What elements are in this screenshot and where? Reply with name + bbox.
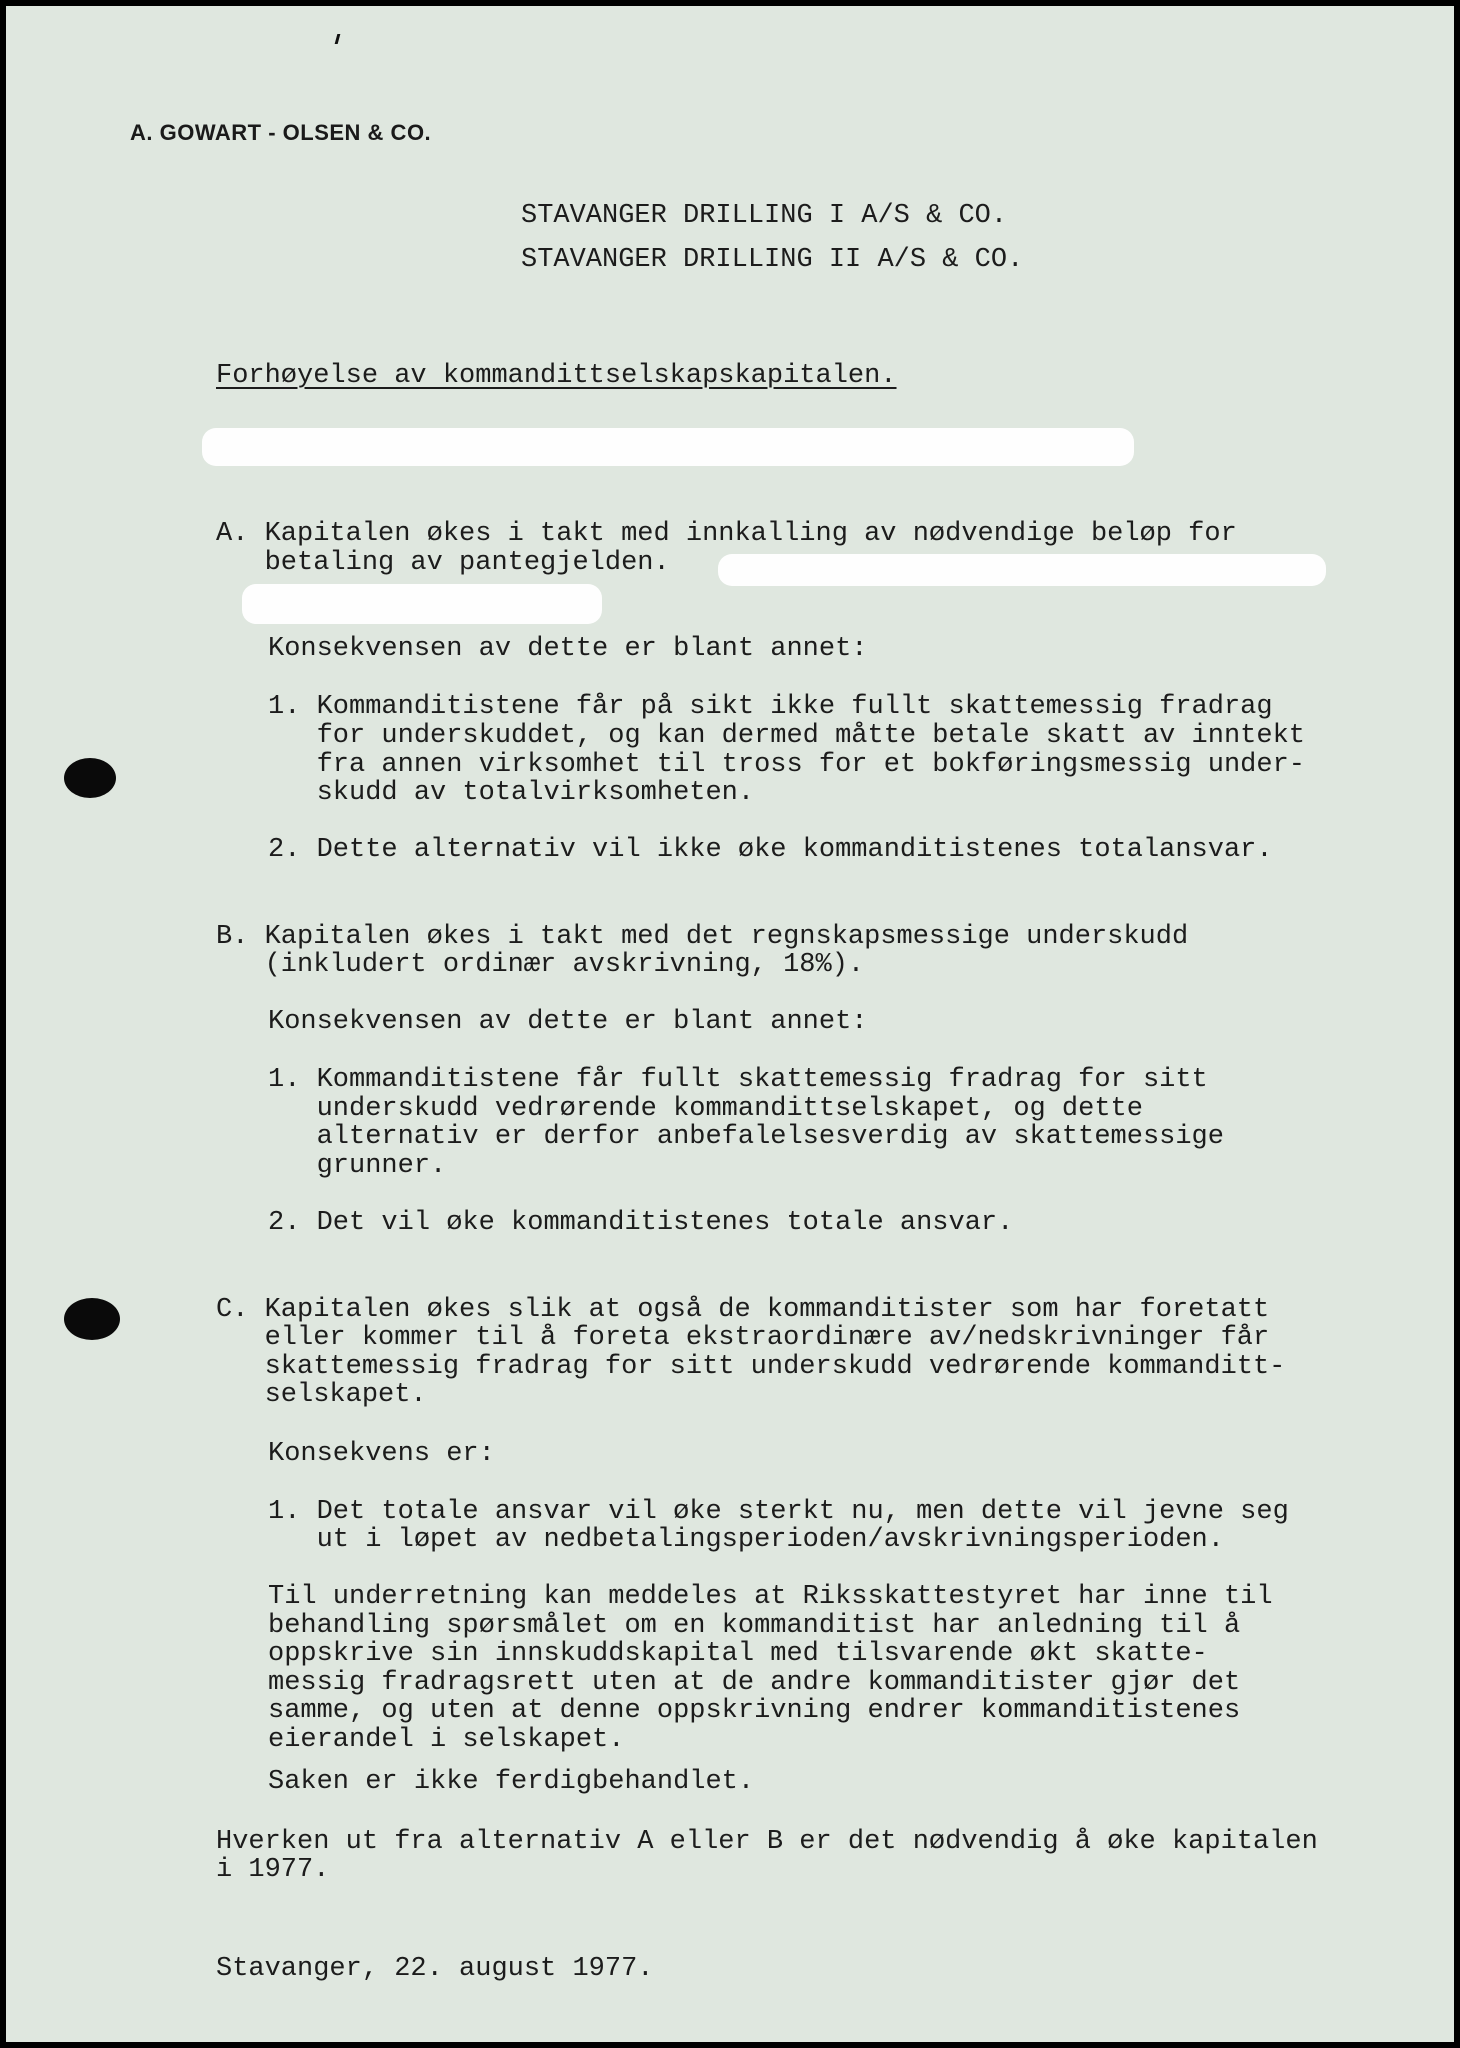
company-line-2: STAVANGER DRILLING II A/S & CO.: [521, 245, 1024, 275]
section-a-item1-line-3: fra annen virksomhet til tross for et bokføringsmessig under-: [268, 750, 1305, 780]
section-c-line-3: skattemessig fradrag for sitt underskudd vedrørende kommanditt-: [216, 1352, 1286, 1382]
conclusion-line-1: Hverken ut fra alternativ A eller B er det nødvendig å øke kapitalen: [216, 1827, 1318, 1857]
section-c-note-line-1: Til underretning kan meddeles at Riksskattestyret har inne til: [268, 1582, 1273, 1612]
section-c-note-line-6: eierandel i selskapet.: [268, 1725, 625, 1755]
redaction-1: [202, 428, 1134, 466]
section-c-note-line-5: samme, og uten at denne oppskrivning endrer kommanditistenes: [268, 1696, 1241, 1726]
company-line-1: STAVANGER DRILLING I A/S & CO.: [521, 201, 1008, 231]
section-a-item1-line-2: for underskuddet, og kan dermed måtte betale skatt av inntekt: [268, 721, 1305, 751]
section-c-note-line-4: messig fradragsrett uten at de andre kommanditister gjør det: [268, 1668, 1241, 1698]
section-c-note-line-3: oppskrive sin innskuddskapital med tilsvarende økt skatte-: [268, 1639, 1208, 1669]
section-b-item1-line-1: 1. Kommanditistene får fullt skattemessig fradrag for sitt: [268, 1065, 1208, 1095]
section-c-line-2: eller kommer til å foreta ekstraordinære av/nedskrivninger får: [216, 1323, 1270, 1353]
redaction-2: [718, 554, 1326, 586]
section-a-item2: 2. Dette alternativ vil ikke øke kommanditistenes totalansvar.: [268, 835, 1273, 865]
section-a-line-2: betaling av pantegjelden.: [216, 548, 670, 578]
letterhead: A. GOWART - OLSEN & CO.: [130, 120, 432, 145]
punch-hole-1: [64, 758, 116, 798]
section-c-note-line-2: behandling spørsmålet om en kommanditist har anledning til å: [268, 1611, 1241, 1641]
section-a-item1-line-1: 1. Kommanditistene får på sikt ikke fullt skattemessig fradrag: [268, 692, 1273, 722]
section-c-line-4: selskapet.: [216, 1380, 427, 1410]
scan-mark: [335, 34, 341, 44]
punch-hole-2: [64, 1298, 120, 1340]
section-b-item1-line-2: underskudd vedrørende kommandittselskapet, og dette: [268, 1094, 1143, 1124]
section-c-item1-line-2: ut i løpet av nedbetalingsperioden/avskrivningsperioden.: [268, 1525, 1224, 1555]
date-line: Stavanger, 22. august 1977.: [216, 1954, 654, 1984]
section-a-consequence: Konsekvensen av dette er blant annet:: [268, 634, 868, 664]
redaction-3: [242, 584, 602, 624]
section-b-line-1: B. Kapitalen økes i takt med det regnskapsmessige underskudd: [216, 922, 1189, 952]
document-page: [6, 6, 1454, 2042]
section-a-line-1: A. Kapitalen økes i takt med innkalling av nødvendige beløp for: [216, 519, 1237, 549]
section-c-item1-line-1: 1. Det totale ansvar vil øke sterkt nu, men dette vil jevne seg: [268, 1497, 1289, 1527]
section-c-status: Saken er ikke ferdigbehandlet.: [268, 1767, 755, 1797]
section-c-consequence: Konsekvens er:: [268, 1439, 495, 1469]
section-a-item1-line-4: skudd av totalvirksomheten.: [268, 778, 755, 808]
section-c-line-1: C. Kapitalen økes slik at også de kommanditister som har foretatt: [216, 1295, 1270, 1325]
document-title: Forhøyelse av kommandittselskapskapitalen.: [216, 361, 897, 391]
section-b-consequence: Konsekvensen av dette er blant annet:: [268, 1007, 868, 1037]
section-b-item1-line-3: alternativ er derfor anbefalelsesverdig av skattemessige: [268, 1122, 1224, 1152]
section-b-line-2: (inkludert ordinær avskrivning, 18%).: [216, 950, 865, 980]
conclusion-line-2: i 1977.: [216, 1855, 330, 1885]
section-b-item2: 2. Det vil øke kommanditistenes totale ansvar.: [268, 1208, 1014, 1238]
section-b-item1-line-4: grunner.: [268, 1151, 447, 1181]
